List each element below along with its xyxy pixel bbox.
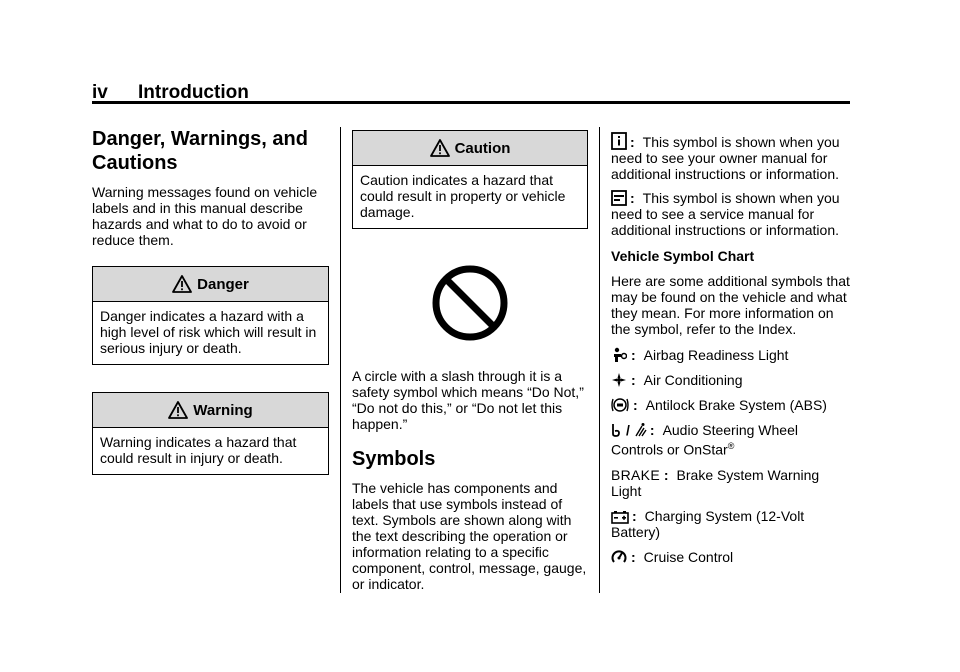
owner-manual-entry (611, 132, 851, 182)
symbol-row-brake (611, 467, 851, 499)
owner-manual-icon (611, 132, 627, 150)
heading-line: Danger, Warnings, and (92, 128, 308, 150)
ac-label: Air Conditioning (643, 372, 743, 388)
symbol-row-cruise (611, 549, 851, 565)
service-manual-text: This symbol is shown when you need to see a service manual for additional instructions or information. (611, 190, 840, 238)
symbol-colon: : (632, 507, 637, 524)
service-manual-entry (611, 190, 851, 238)
symbol-colon: : (631, 347, 636, 363)
charging-label: Charging System (12-Volt Battery) (611, 507, 805, 540)
column-2 (352, 127, 588, 592)
abs-label: Antilock Brake System (ABS) (645, 397, 827, 413)
symbol-row-audio (611, 422, 851, 458)
owner-manual-text: This symbol is shown when you need to see your owner manual for additional instructions or information. (611, 134, 840, 182)
danger-title: Danger (197, 275, 249, 293)
warning-box (92, 392, 329, 475)
heading-line: Cautions (92, 152, 178, 174)
vehicle-symbol-chart-heading: Vehicle Symbol Chart (611, 248, 755, 264)
danger-body: Danger indicates a hazard with a high level of risk which will result in serious injury or death. (100, 308, 317, 356)
intro-paragraph: Warning messages found on vehicle labels and in this manual describe hazards and what to do to avoid or reduce them. (92, 184, 318, 248)
symbol-row-charging (611, 508, 851, 540)
cruise-label: Cruise Control (643, 548, 734, 565)
do-not-circle-slash-icon (431, 264, 509, 342)
symbol-colon: : (633, 397, 638, 413)
symbol-colon: : (631, 372, 636, 388)
warning-triangle-icon (172, 275, 192, 293)
abs-icon (611, 397, 629, 413)
cruise-control-icon (611, 549, 627, 565)
do-not-symbol-area (352, 229, 588, 368)
caution-box (352, 130, 588, 229)
airbag-label: Airbag Readiness Light (643, 347, 789, 363)
symbol-colon: : (631, 548, 636, 565)
symbol-row-airbag (611, 347, 851, 363)
page-header (92, 82, 850, 104)
caution-title: Caution (454, 139, 511, 157)
airbag-icon (611, 347, 627, 363)
page-number: iv (92, 82, 108, 103)
caution-body: Caution indicates a hazard that could result in property or vehicle damage. (360, 172, 566, 220)
danger-box-header (93, 267, 328, 302)
onstar-icon (633, 422, 647, 438)
circle-slash-paragraph: A circle with a slash through it is a safety symbol which means “Do Not,” “Do not do this,” or “Do not let this happen.” (352, 368, 584, 432)
battery-icon (611, 510, 629, 524)
symbols-paragraph: The vehicle has components and labels that use symbols instead of text. Symbols are shown along with the text describing the operation or information relating to a specific component, control, message, gauge, or indicator. (352, 480, 587, 592)
brake-label: Brake System Warning Light (611, 466, 820, 499)
warning-triangle-icon (168, 401, 188, 419)
warning-title: Warning (193, 401, 253, 419)
symbol-colon: : (663, 466, 669, 483)
warning-box-header (93, 393, 328, 428)
registered-mark: ® (727, 441, 735, 451)
column-3 (611, 127, 851, 565)
caution-box-header (353, 131, 587, 166)
audio-label: Audio Steering Wheel Controls or OnStar (611, 422, 798, 458)
danger-box (92, 266, 329, 365)
symbol-row-abs (611, 397, 851, 413)
symbol-colon: : (630, 190, 635, 206)
steering-audio-icon (611, 422, 623, 438)
warning-triangle-icon (430, 139, 450, 157)
column-divider (599, 127, 600, 593)
column-1 (92, 127, 329, 475)
symbol-row-ac (611, 372, 851, 388)
column-divider (340, 127, 341, 593)
warning-body: Warning indicates a hazard that could result in injury or death. (100, 434, 297, 466)
symbol-colon: : (630, 134, 635, 150)
symbol-slash: / (626, 422, 630, 438)
section-title: Introduction (138, 82, 249, 103)
fan-icon (611, 372, 627, 388)
service-manual-icon (611, 190, 627, 206)
section-heading-dangers (92, 127, 329, 175)
vehicle-symbol-chart-intro: Here are some additional symbols that may be found on the vehicle and what they mean. For more information on the symbol, refer to the Index. (611, 273, 850, 337)
section-heading-symbols: Symbols (352, 448, 436, 470)
brake-label-icon: BRAKE (611, 466, 660, 483)
symbol-colon: : (649, 422, 655, 438)
